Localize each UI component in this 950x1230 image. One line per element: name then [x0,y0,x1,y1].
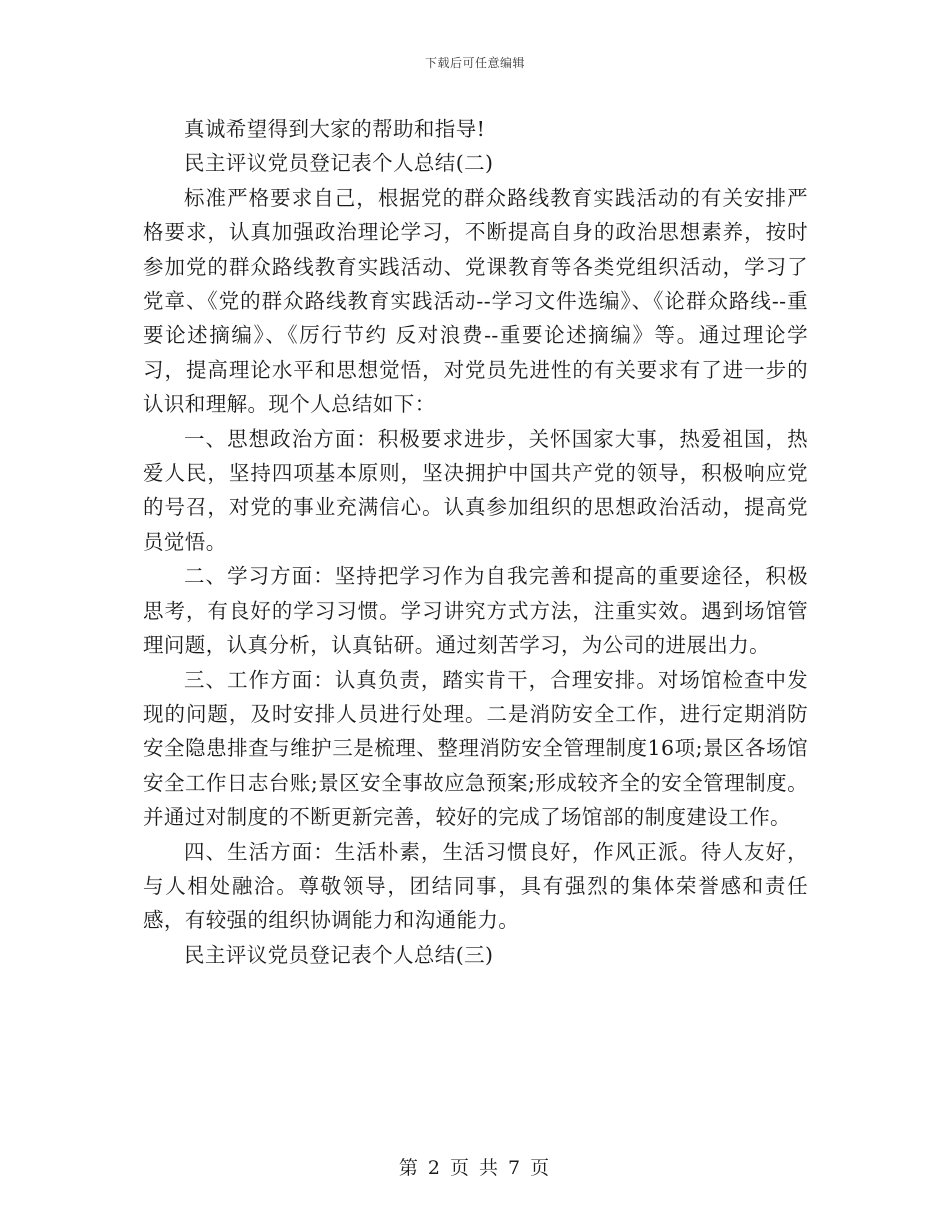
life-paragraph: 四、生活方面：生活朴素，生活习惯良好，作风正派。待人友好，与人相处融洽。尊敬领导，团结同事，具有强烈的集体荣誉感和责任感，有较强的组织协调能力和沟通能力。 [143,839,808,933]
work-paragraph: 三、工作方面：认真负责，踏实肯干，合理安排。对场馆检查中发现的问题，及时安排人员进行处理。二是消防安全工作，进行定期消防安全隐患排查与维护三是梳理、整理消防安全管理制度16项;景区各场馆安全工作日志台账;景区安全事故应急预案;形成较齐全的安全管理制度。并通过对制度的不断更新完善，较好的完成了场馆部的制度建设工作。 [143,667,808,830]
document-body [143,112,808,972]
intro-paragraph: 标准严格要求自己，根据党的群众路线教育实践活动的有关安排严格要求，认真加强政治理论学习，不断提高自身的政治思想素养，按时参加党的群众路线教育实践活动、党课教育等各类党组织活动，学习了党章、《党的群众路线教育实践活动--学习文件选编》、《论群众路线--重要论述摘编》、《厉行节约 反对浪费--重要论述摘编》等。通过理论学习，提高理论水平和思想觉悟，对党员先进性的有关要求有了进一步的认识和理解。现个人总结如下： [143,185,808,417]
closing-sentence: 真诚希望得到大家的帮助和指导! [184,117,486,141]
section-title-3: 民主评议党员登记表个人总结(三) [184,942,494,967]
section-title-2: 民主评议党员登记表个人总结(二) [184,151,494,176]
page-header: 下载后可任意编辑 [424,56,525,70]
page-number: 第 2 页 共 7 页 [398,1157,552,1179]
political-thought-paragraph: 一、思想政治方面：积极要求进步，关怀国家大事，热爱祖国，热爱人民，坚持四项基本原则，坚决拥护中国共产党的领导，积极响应党的号召，对党的事业充满信心。认真参加组织的思想政治活动，提高党员觉悟。 [143,426,808,554]
study-paragraph: 二、学习方面：坚持把学习作为自我完善和提高的重要途径，积极思考，有良好的学习习惯。学习讲究方式方法，注重实效。遇到场馆管理问题，认真分析，认真钻研。通过刻苦学习，为公司的进展出力。 [143,564,808,658]
